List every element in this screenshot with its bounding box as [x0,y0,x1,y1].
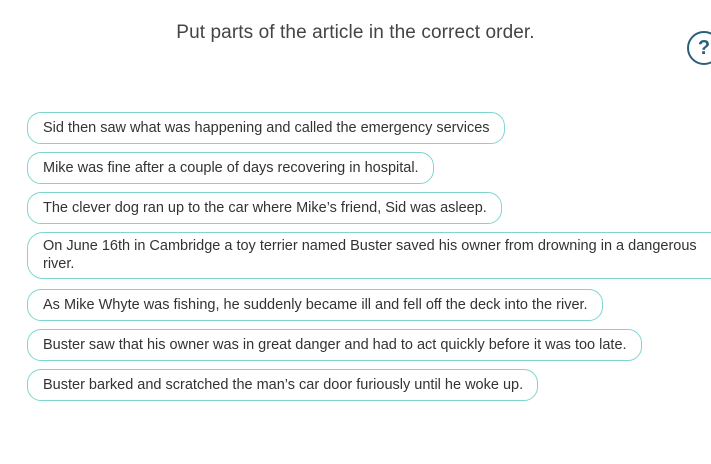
help-icon-glyph: ? [697,36,711,59]
help-icon[interactable] [687,31,711,65]
instruction-text: Put parts of the article in the correct order. [176,22,535,43]
sortable-item[interactable]: Mike was fine after a couple of days recovering in hospital. [27,152,434,184]
sortable-item[interactable]: On June 16th in Cambridge a toy terrier named Buster saved his owner from drowning in a dangerous river. [27,232,711,279]
sortable-item[interactable]: As Mike Whyte was fishing, he suddenly became ill and fell off the deck into the river. [27,289,603,321]
sortable-item[interactable]: The clever dog ran up to the car where Mike’s friend, Sid was asleep. [27,192,502,224]
sortable-item[interactable]: Buster saw that his owner was in great danger and had to act quickly before it was too late. [27,329,642,361]
sortable-item[interactable]: Buster barked and scratched the man’s car door furiously until he woke up. [27,369,538,401]
sortable-item[interactable]: Sid then saw what was happening and called the emergency services [27,112,505,144]
